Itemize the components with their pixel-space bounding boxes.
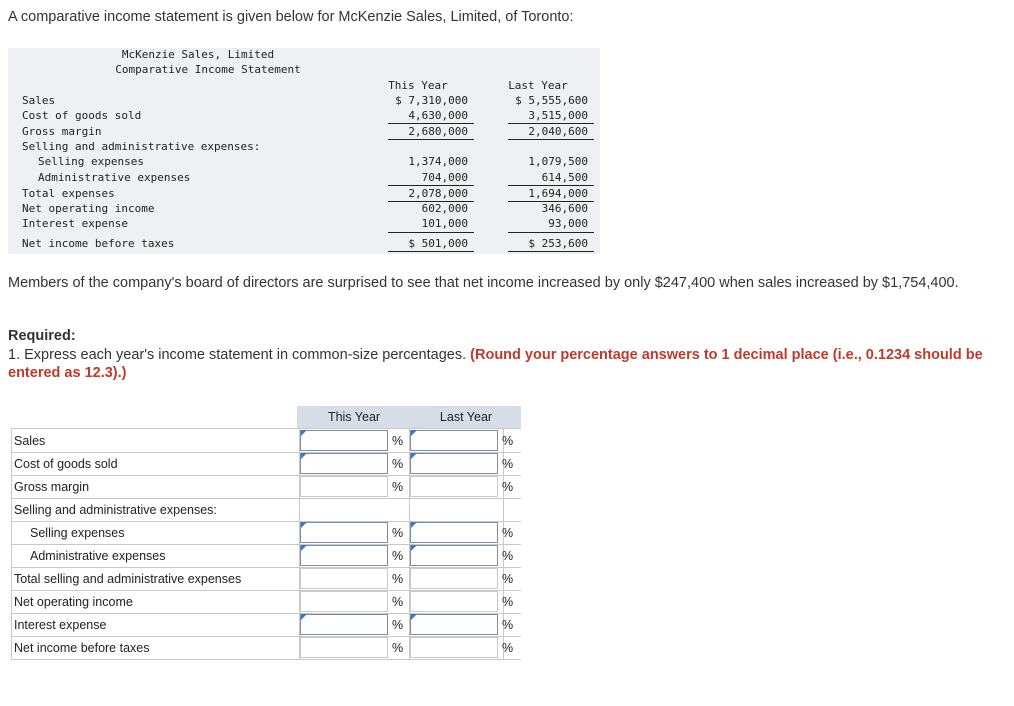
this-year-percent-input[interactable] (300, 568, 388, 589)
input-flag-icon (411, 545, 417, 551)
last-year-percent-input[interactable] (410, 568, 498, 589)
intro-text: A comparative income statement is given below for McKenzie Sales, Limited, of Toronto: (8, 9, 574, 25)
input-flag-icon (301, 430, 307, 436)
answer-row-label: Selling expenses (30, 526, 125, 540)
statement-row (8, 186, 600, 201)
percent-sign: % (392, 618, 404, 632)
column-divider (409, 498, 410, 521)
statement-this-year: 2,078,000 (408, 187, 468, 200)
statement-row (8, 170, 600, 185)
statement-label: Selling and administrative expenses: (22, 140, 261, 153)
input-flag-icon (301, 522, 307, 528)
statement-this-year: 602,000 (421, 202, 468, 215)
last-year-percent-input[interactable] (410, 453, 498, 474)
percent-sign: % (502, 595, 514, 609)
statement-this-year: 101,000 (421, 217, 468, 230)
statement-row (8, 93, 600, 108)
answer-row (11, 452, 521, 476)
statement-row (8, 201, 600, 216)
statement-label: Interest expense (22, 217, 128, 230)
input-flag-icon (411, 522, 417, 528)
board-paragraph: Members of the company's board of directors are surprised to see that net income increased by only $247,400 when sales increased by $1,754,400. (8, 275, 959, 291)
answer-row (11, 544, 521, 568)
percent-sign: % (392, 595, 404, 609)
double-underline (388, 251, 474, 252)
statement-last-year: 1,079,500 (528, 155, 588, 168)
column-divider (299, 498, 300, 521)
rounding-note: (Round your percentage answers to 1 decimal place (i.e., 0.1234 should be entered as 12.3).) (8, 347, 983, 381)
double-underline (508, 251, 594, 252)
percent-sign: % (502, 618, 514, 632)
answer-row-label: Administrative expenses (30, 549, 166, 563)
answer-row (11, 636, 521, 660)
statement-this-year: 2,680,000 (408, 125, 468, 138)
instruction (8, 346, 998, 382)
column-divider (503, 498, 504, 521)
statement-row (8, 216, 600, 231)
input-flag-icon (411, 453, 417, 459)
answer-row-label: Gross margin (14, 480, 90, 494)
this-year-percent-input[interactable] (300, 476, 388, 497)
input-flag-icon (411, 430, 417, 436)
percent-sign: % (392, 457, 404, 471)
statement-label: Net income before taxes (22, 237, 175, 250)
answer-table-header (297, 406, 521, 428)
statement-row (8, 124, 600, 139)
last-year-percent-input[interactable] (410, 476, 498, 497)
statement-last-year: 93,000 (548, 217, 588, 230)
percent-sign: % (502, 549, 514, 563)
answer-row-label: Selling and administrative expenses: (14, 503, 217, 517)
statement-last-year: 1,694,000 (528, 187, 588, 200)
input-flag-icon (301, 453, 307, 459)
underline (508, 232, 594, 233)
percent-sign: % (502, 457, 514, 471)
percent-sign: % (392, 434, 404, 448)
statement-last-year: 614,500 (541, 171, 588, 184)
statement-this-year: 4,630,000 (408, 109, 468, 122)
last-year-percent-input[interactable] (410, 545, 498, 566)
answer-row (11, 613, 521, 637)
percent-sign: % (502, 572, 514, 586)
last-year-percent-input[interactable] (410, 637, 498, 658)
answer-row-label: Interest expense (14, 618, 107, 632)
statement-this-year: 704,000 (421, 171, 468, 184)
answer-row (11, 521, 521, 545)
percent-sign: % (392, 480, 404, 494)
percent-sign: % (502, 526, 514, 540)
percent-sign: % (392, 526, 404, 540)
this-year-percent-input[interactable] (300, 453, 388, 474)
percent-sign: % (392, 572, 404, 586)
percent-sign: % (502, 641, 514, 655)
answer-row-label: Total selling and administrative expenses (14, 572, 242, 586)
answer-row (11, 498, 521, 522)
this-year-percent-input[interactable] (300, 614, 388, 635)
statement-this-year: $ 7,310,000 (395, 94, 468, 107)
statement-row (8, 108, 600, 123)
input-flag-icon (301, 614, 307, 620)
statement-last-year: 3,515,000 (528, 109, 588, 122)
company-name: McKenzie Sales, Limited (121, 48, 275, 61)
required-label: Required: (8, 328, 76, 344)
statement-row (8, 139, 600, 154)
answer-row (11, 567, 521, 591)
this-year-percent-input[interactable] (300, 522, 388, 543)
this-year-percent-input[interactable] (300, 430, 388, 451)
answer-col-this-year: This Year (327, 410, 381, 424)
statement-label: Administrative expenses (38, 171, 191, 184)
statement-label: Cost of goods sold (22, 109, 142, 122)
last-year-percent-input[interactable] (410, 591, 498, 612)
statement-this-year: $ 501,000 (408, 237, 468, 250)
statement-row (8, 236, 600, 251)
percent-sign: % (502, 480, 514, 494)
percent-sign: % (392, 549, 404, 563)
statement-last-year: 2,040,600 (528, 125, 588, 138)
statement-row (8, 154, 600, 169)
statement-label: Gross margin (22, 125, 102, 138)
statement-last-year: $ 5,555,600 (515, 94, 588, 107)
answer-row (11, 429, 521, 453)
statement-subtitle: Comparative Income Statement (115, 63, 301, 76)
input-flag-icon (301, 545, 307, 551)
this-year-percent-input[interactable] (300, 545, 388, 566)
statement-label: Net operating income (22, 202, 155, 215)
statement-last-year: 346,600 (541, 202, 588, 215)
answer-row-label: Cost of goods sold (14, 457, 118, 471)
income-statement (8, 48, 600, 254)
statement-label: Sales (22, 94, 56, 107)
last-year-percent-input[interactable] (410, 522, 498, 543)
percent-sign: % (502, 434, 514, 448)
input-flag-icon (411, 614, 417, 620)
percent-sign: % (392, 641, 404, 655)
answer-row-label: Sales (14, 434, 46, 448)
answer-row-label: Net income before taxes (14, 641, 150, 655)
statement-label: Selling expenses (38, 155, 144, 168)
statement-col-last-year: Last Year (508, 79, 568, 92)
statement-last-year: $ 253,600 (528, 237, 588, 250)
statement-label: Total expenses (22, 187, 115, 200)
answer-col-last-year: Last Year (439, 410, 493, 424)
last-year-percent-input[interactable] (410, 430, 498, 451)
underline (388, 232, 474, 233)
this-year-percent-input[interactable] (300, 637, 388, 658)
last-year-percent-input[interactable] (410, 614, 498, 635)
statement-this-year: 1,374,000 (408, 155, 468, 168)
instruction-text: 1. Express each year's income statement in common-size percentages. (8, 347, 471, 363)
this-year-percent-input[interactable] (300, 591, 388, 612)
answer-row-label: Net operating income (14, 595, 133, 609)
answer-row (11, 475, 521, 499)
statement-col-this-year: This Year (388, 79, 448, 92)
answer-row (11, 590, 521, 614)
